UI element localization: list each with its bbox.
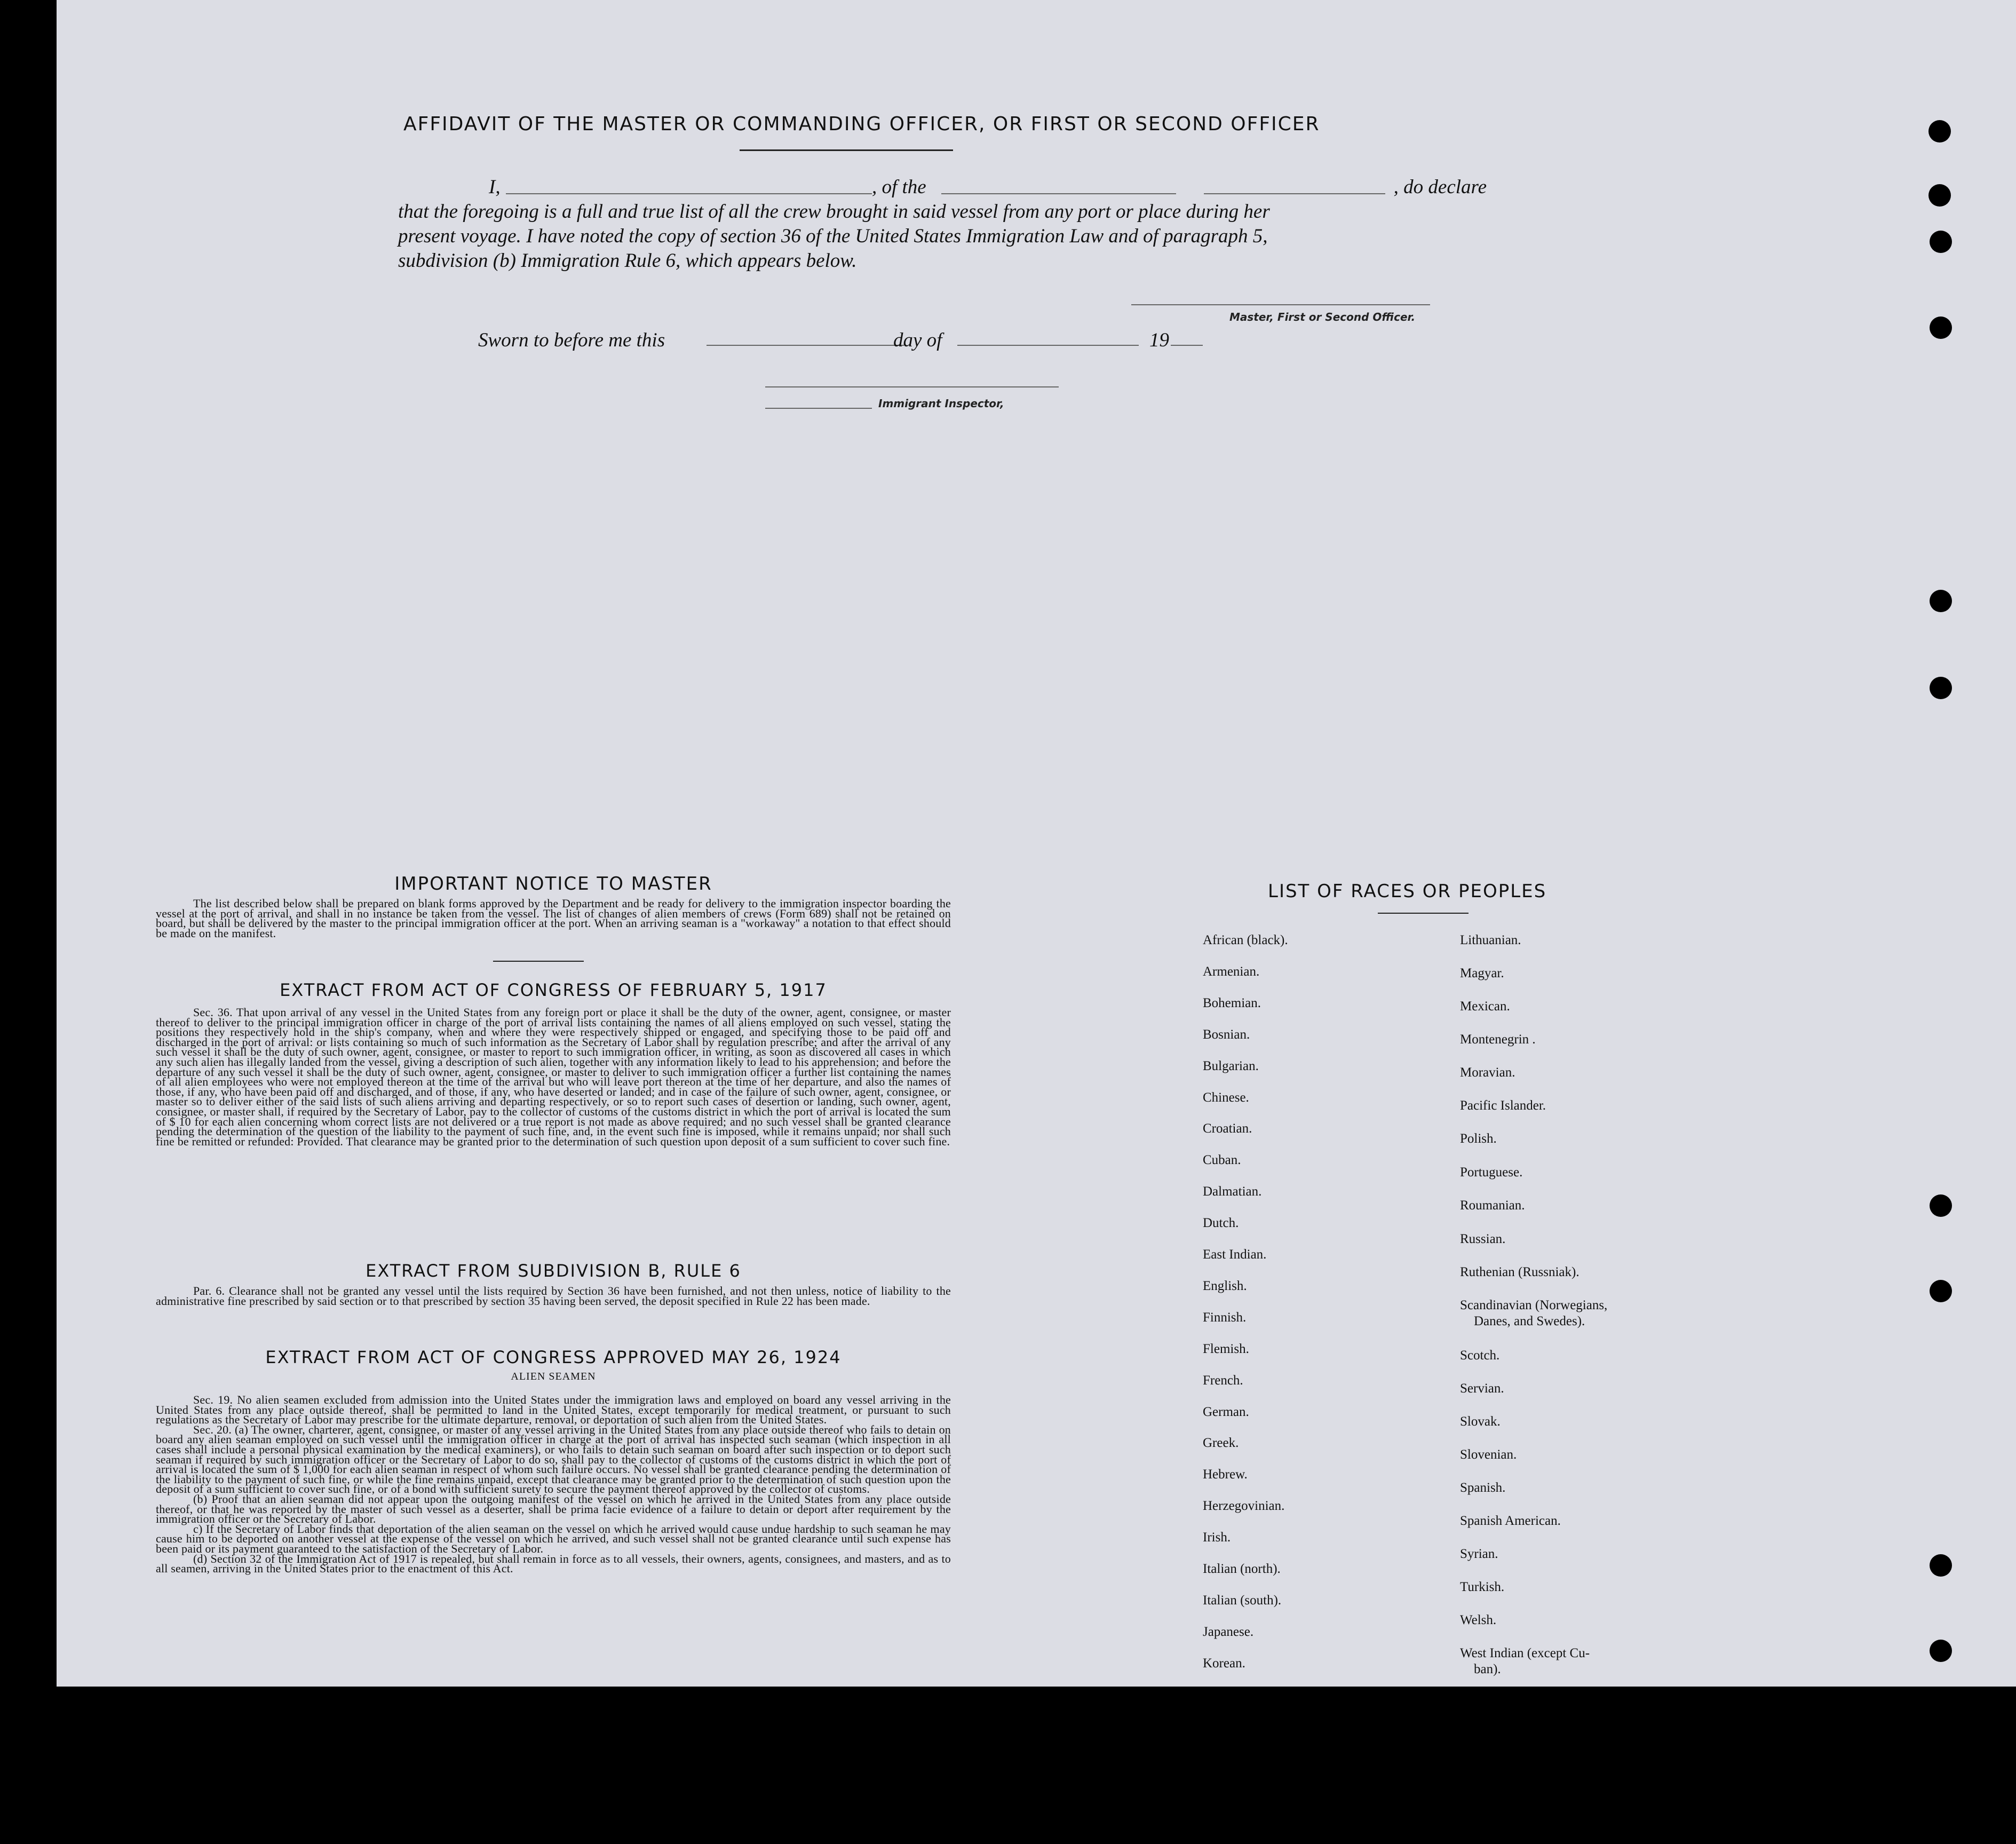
notice-paragraph: The list described below shall be prepared on blank forms approved by the Department and be ready for delivery to the immigration inspector boarding the vessel at the port of arrival, and shall in no instance be taken from the vessel. The list of changes of alien members of crews (Form 689) shall not be retained on board, but shall be delivered by the master to the principal immigration officer at the port. When an arriving seaman is a "workaway" a notation to that effect should be made on the manifest.	[156, 897, 951, 940]
affidavit-title: AFFIDAVIT OF THE MASTER OR COMMANDING OFFICER, OR FIRST OR SECOND OFFICER	[403, 113, 1320, 135]
affidavit-line-3: present voyage. I have noted the copy of section 36 of the United States Immigration Law and of paragraph 5,	[398, 225, 1268, 247]
race-item: Welsh.	[1460, 1613, 1497, 1627]
binder-hole	[1928, 184, 1951, 207]
race-item: Syrian.	[1460, 1547, 1498, 1561]
race-item: Slovak.	[1460, 1414, 1501, 1429]
binder-hole	[1930, 316, 1952, 339]
extract-rule6-body	[156, 1286, 951, 1306]
race-item: Portuguese.	[1460, 1165, 1523, 1180]
race-item: English.	[1203, 1279, 1247, 1293]
sworn-text: Sworn to before me this	[478, 329, 665, 351]
races-title-rule	[1378, 913, 1469, 914]
race-item: Chinese.	[1203, 1090, 1249, 1105]
race-item: Armenian.	[1203, 964, 1260, 979]
race-item: Scandinavian (Norwegians,	[1460, 1298, 1608, 1312]
inspector-line-2	[765, 408, 872, 409]
races-title: LIST OF RACES OR PEOPLES	[1268, 881, 1547, 902]
notice-body	[156, 899, 951, 938]
race-item: Italian (south).	[1203, 1593, 1282, 1608]
race-item: Flemish.	[1203, 1342, 1249, 1356]
affidavit-declaration	[398, 175, 1487, 273]
race-item: Slovenian.	[1460, 1447, 1517, 1462]
race-item: Pacific Islander.	[1460, 1098, 1546, 1113]
race-item: Herzegovinian.	[1203, 1499, 1285, 1513]
affidavit-do-declare: , do declare	[1393, 176, 1487, 198]
extract-1917-title: EXTRACT FROM ACT OF CONGRESS OF FEBRUARY 5, 1917	[280, 980, 827, 1000]
year-prefix: 19	[1149, 329, 1169, 351]
race-item: French.	[1203, 1373, 1243, 1388]
race-item: Roumanian.	[1460, 1198, 1525, 1213]
sworn-day-blank	[707, 345, 904, 346]
sworn-month-blank	[957, 345, 1139, 346]
master-signature-label: Master, First or Second Officer.	[1229, 311, 1416, 323]
extract-1924-body	[156, 1395, 951, 1574]
race-item: Japanese.	[1203, 1625, 1254, 1639]
race-item: Lithuanian.	[1460, 933, 1521, 947]
race-item: Bohemian.	[1203, 996, 1261, 1010]
race-item: Cuban.	[1203, 1153, 1241, 1167]
sec-20d-paragraph: (d) Section 32 of the Immigration Act of 1917 is repealed, but shall remain in force as to all vessels, their owners, agents, consignees, and masters, and as to all seamen, arriving in the United States prior to the enactment of this Act.	[156, 1552, 951, 1576]
race-item: Danes, and Swedes).	[1474, 1314, 1585, 1328]
race-item: Greek.	[1203, 1436, 1239, 1450]
race-item: Ruthenian (Russniak).	[1460, 1265, 1580, 1279]
race-item: Croatian.	[1203, 1121, 1252, 1136]
race-item: Bulgarian.	[1203, 1059, 1259, 1073]
inspector-label: Immigrant Inspector,	[878, 397, 1004, 410]
name-blank	[506, 193, 872, 194]
sec-20c-paragraph: c) If the Secretary of Labor finds that deportation of the alien seaman on the vessel on which he arrived would cause undue hardship to such seaman he may cause him to be deported on another vessel at the expense of the vessel on which he arrived, and such vessel shall not be granted clearance until such expense has been paid or its payment guaranteed to the satisfaction of the Secretary of Labor.	[156, 1522, 951, 1555]
binder-hole	[1930, 1554, 1952, 1577]
binder-hole	[1930, 590, 1952, 612]
race-item: Scotch.	[1460, 1348, 1500, 1363]
race-item: East Indian.	[1203, 1247, 1267, 1262]
extract-1917-body	[156, 1008, 951, 1146]
race-item: Irish.	[1203, 1530, 1231, 1545]
race-item: Finnish.	[1203, 1310, 1247, 1325]
race-item: Polish.	[1460, 1131, 1497, 1146]
race-item: Spanish.	[1460, 1481, 1506, 1495]
sec-20b-paragraph: (b) Proof that an alien seaman did not appear upon the outgoing manifest of the vessel on which he arrived in the United States from any place outside thereof, or that he was reported by the master of such vessel as a deserter, shall be prima facie evidence of a failure to detain or deport after requirement by the immigration officer or the Secretary of Labor.	[156, 1492, 951, 1526]
binder-hole	[1930, 1194, 1952, 1217]
race-item: Bosnian.	[1203, 1027, 1250, 1042]
affidavit-title-rule	[740, 149, 953, 151]
sec-19-paragraph: Sec. 19. No alien seamen excluded from admission into the United States under the immigration laws and employed on board any vessel arriving in the United States from any place outside thereof, shall be permitted to land in the United States, except temporarily for medical treatment, or pursuant to such regulations as the Secretary of Labor may prescribe for the ultimate departure, removal, or deportation of such alien from the United States.	[156, 1393, 951, 1427]
notice-rule	[493, 961, 584, 962]
notice-title: IMPORTANT NOTICE TO MASTER	[394, 873, 712, 895]
binder-hole	[1930, 677, 1952, 699]
race-item: West Indian (except Cu-	[1460, 1646, 1590, 1660]
race-item: Moravian.	[1460, 1065, 1515, 1080]
race-item: ban).	[1474, 1662, 1501, 1676]
race-item: Servian.	[1460, 1381, 1504, 1396]
sec-36-paragraph: Sec. 36. That upon arrival of any vessel in the United States from any foreign port or place it shall be the duty of the owner, agent, consignee, or master thereof to deliver to the principal immigration officer in charge of the port of arrival lists containing the names of all aliens employed on such vessel, stating the positions they respectively hold in the ship's company, when and where they were respectively shipped or engaged, and specifying those to be paid off and discharged in the port of arrival: or lists containing so much of such information as the Secretary of Labor shall by regulation prescribe; and after the arrival of any such vessel it shall be the duty of such owner, agent, consignee, or master to report to such immigration officer, in writing, as soon as discovered all cases in which any such alien has illegally landed from the vessel, giving a description of such alien, together with any information likely to lead to his apprehension; and before the departure of any such vessel it shall be the duty of such owner, agent, consignee, or master to deliver to such immigration officer a further list containing the names of all alien employees who were not employed thereon at the time of the arrival but who will leave port thereon at the time of her departure, and also the names of those, if any, who have been paid off and discharged, and of those, if any, who have deserted or landed; and in case of the failure of such owner, agent, consignee, or master so to deliver either of the said lists of such aliens arriving and departing respectively, or so to report such cases of desertion or landing, such owner, agent, consignee, or master shall, if required by the Secretary of Labor, pay to the collector of customs of the customs district in which the port of arrival is located the sum of $ 10 for each alien concerning whom correct lists are not delivered or a true report is not made as above required; and no such vessel shall be granted clearance pending the determination of the question of the liability to the payment of such fine, and, in the event such fine is imposed, while it remains unpaid; nor shall such fine be remitted or refunded: Provided. That clearance may be granted prior to the determination of such question upon deposit of a sum sufficient to cover such fine.	[156, 1006, 951, 1148]
race-item: Korean.	[1203, 1656, 1245, 1671]
affidavit-line-2: that the foregoing is a full and true list of all the crew brought in said vessel from any port or place during her	[398, 201, 1270, 223]
race-item: Italian (north).	[1203, 1562, 1281, 1576]
extract-1924-title: EXTRACT FROM ACT OF CONGRESS APPROVED MAY 26, 1924	[265, 1347, 842, 1367]
binder-hole	[1930, 231, 1952, 253]
race-item: Mexican.	[1460, 999, 1510, 1014]
affidavit-line-4: subdivision (b) Immigration Rule 6, which appears below.	[398, 250, 857, 272]
race-item: Turkish.	[1460, 1580, 1505, 1594]
sec-20a-paragraph: Sec. 20. (a) The owner, charterer, agent, consignee, or master of any vessel arriving in the United States from any place outside thereof who fails to detain on board any alien seaman employed on such vessel until the immigration officer in charge at the port of arrival has inspected such seaman (which inspection in all cases shall include a personal physical examination by the medical examiners), or who fails to detain such seaman on board after such inspection or to deport such seaman if required by such immigration officer or the Secretary of Labor to do so, shall pay to the collector of customs of the customs district in which the port of arrival is located the sum of $ 1,000 for each alien seaman in respect of whom such failure occurs. No vessel shall be granted clearance pending the determination of the liability to the payment of such fine, or while the fine remains unpaid, except that clearance may be granted prior to the determination of such question upon the deposit of a sum sufficient to cover such fine, or of a bond with sufficient surety to secure the payment thereof approved by the collector of customs.	[156, 1422, 951, 1496]
race-item: African (black).	[1203, 933, 1288, 947]
race-item: Spanish American.	[1460, 1514, 1561, 1528]
affidavit-of-the: , of the	[872, 176, 926, 198]
race-item: Russian.	[1460, 1232, 1506, 1246]
race-item: Hebrew.	[1203, 1467, 1248, 1482]
affidavit-i: I,	[489, 176, 501, 198]
race-item: Dutch.	[1203, 1216, 1239, 1230]
vessel-blank-2	[1204, 193, 1385, 194]
vessel-blank	[941, 193, 1176, 194]
extract-rule6-title: EXTRACT FROM SUBDIVISION B, RULE 6	[366, 1261, 741, 1281]
race-item: Magyar.	[1460, 966, 1504, 980]
race-item: Dalmatian.	[1203, 1184, 1262, 1199]
document-sheet	[57, 0, 2016, 1687]
par-6-paragraph: Par. 6. Clearance shall not be granted any vessel until the lists required by Section 36 have been furnished, and not then unless, notice of liability to the administrative fine prescribed by said section or to that prescribed by section 35 having been served, the deposit specified in Rule 22 has been made.	[156, 1284, 951, 1308]
inspector-line-1	[765, 386, 1059, 387]
year-blank	[1171, 345, 1203, 346]
binder-hole	[1930, 1640, 1952, 1662]
alien-seamen-subtitle: ALIEN SEAMEN	[511, 1371, 596, 1382]
master-signature-line	[1131, 304, 1430, 305]
binder-hole	[1930, 1280, 1952, 1302]
binder-hole	[1928, 120, 1951, 143]
day-of-text: day of	[893, 329, 942, 351]
race-item: Montenegrin .	[1460, 1032, 1536, 1047]
race-item: German.	[1203, 1405, 1249, 1419]
